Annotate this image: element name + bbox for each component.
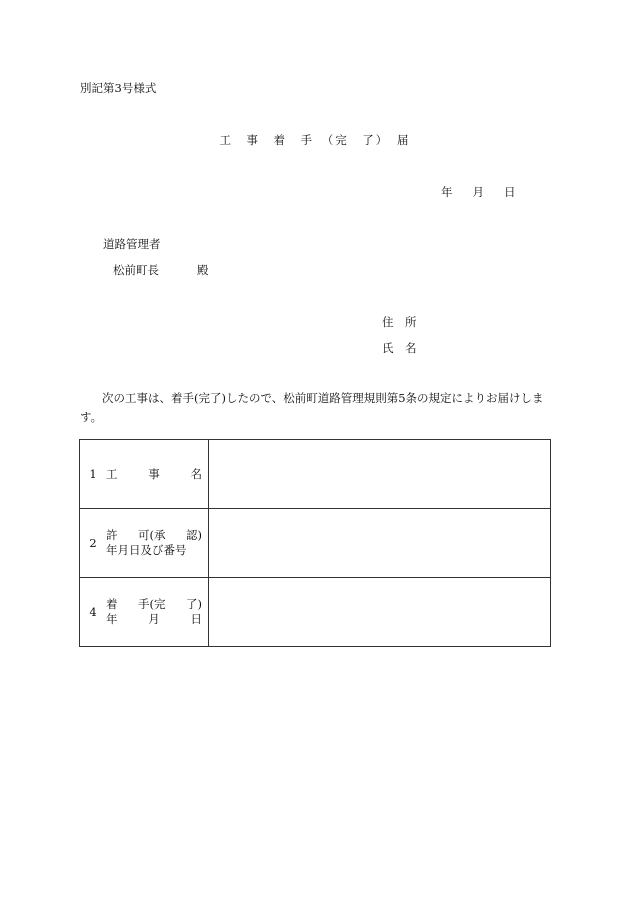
date-month: 月 — [472, 185, 484, 199]
table-row — [80, 578, 551, 647]
row-label-part: 日 — [190, 612, 202, 626]
table-row — [80, 509, 551, 578]
row-label-part: 許 — [106, 528, 118, 542]
row-label-cell — [80, 509, 209, 578]
row-number: 2 — [89, 536, 97, 550]
row-label — [106, 528, 208, 558]
addressee-honorific: 殿 — [197, 263, 209, 277]
applicant-address-label: 住 所 — [382, 315, 417, 329]
addressee-title: 道路管理者 — [103, 237, 161, 251]
row-label-part: 年月日及び番号 — [106, 543, 187, 557]
date-day: 日 — [504, 185, 516, 199]
document-title: 工 事 着 手 （完 了） 届 — [219, 133, 411, 147]
row-value-cell[interactable] — [209, 578, 551, 647]
row-value-cell[interactable] — [209, 509, 551, 578]
row-number: 4 — [89, 605, 97, 619]
row-label-line — [106, 528, 202, 543]
row-label-line — [106, 612, 202, 627]
row-label-line — [106, 597, 202, 612]
body-text: 次の工事は、着手(完了)したので、松前町道路管理規則第5条の規定によりお届けします。 — [80, 391, 544, 424]
date-line — [441, 184, 536, 200]
row-label-part: 年 — [106, 612, 118, 626]
addressee-name — [113, 262, 209, 278]
row-label-part: 可(承 — [138, 528, 166, 542]
row-label-part: 着 — [106, 597, 118, 611]
row-label — [106, 597, 208, 627]
row-number: 1 — [89, 467, 97, 481]
form-number: 別記第3号様式 — [80, 81, 157, 95]
row-label-cell — [80, 440, 209, 509]
row-label-wrap — [80, 467, 208, 482]
row-label-part: 工 — [106, 466, 118, 481]
row-label-part: 了) — [186, 597, 202, 611]
row-label-line — [106, 467, 202, 482]
table-row — [80, 440, 551, 509]
info-table — [79, 439, 551, 647]
row-label-wrap — [80, 528, 208, 558]
row-label — [106, 467, 208, 482]
row-value-cell[interactable] — [209, 440, 551, 509]
row-label-part: 手(完 — [138, 597, 166, 611]
addressee-mayor: 松前町長 — [113, 263, 159, 277]
row-label-part: 認) — [186, 528, 202, 542]
row-label-part: 事 — [148, 466, 160, 481]
row-label-part: 名 — [190, 466, 202, 481]
applicant-name-label: 氏 名 — [382, 341, 417, 355]
row-label-wrap — [80, 597, 208, 627]
row-label-part: 月 — [148, 612, 160, 626]
row-label-line — [106, 543, 202, 558]
date-year: 年 — [441, 185, 453, 199]
row-label-cell — [80, 578, 209, 647]
